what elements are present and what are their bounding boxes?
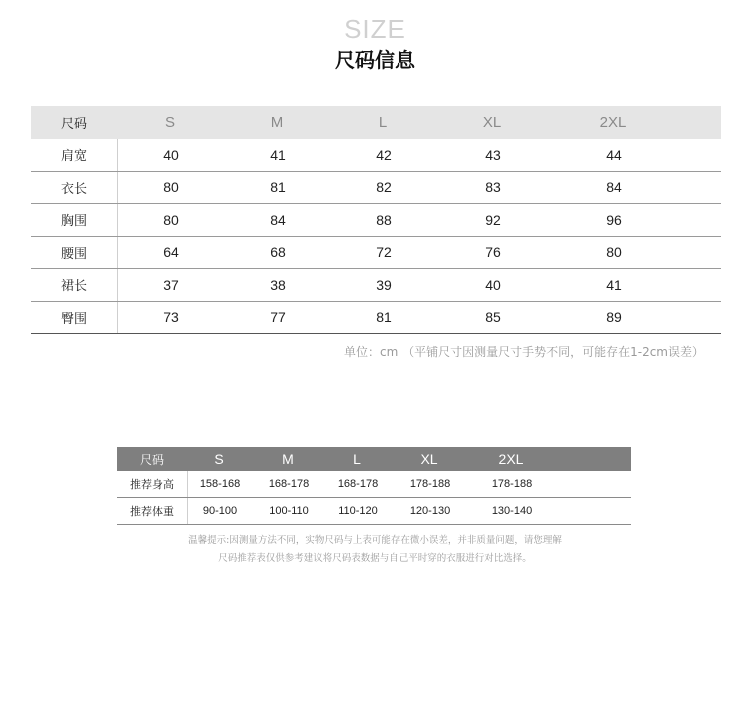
table-cell: 96 <box>606 211 622 228</box>
row-label: 胸围 <box>31 204 118 236</box>
table-cell: 43 <box>485 146 501 163</box>
header-cell: 尺码 <box>60 117 87 132</box>
row-label: 推荐体重 <box>117 498 188 524</box>
table-cell: 178-188 <box>409 478 451 490</box>
table-cell: 158-168 <box>199 478 241 490</box>
tip-line-1: 温馨提示:因测量方法不同，实物尺码与上表可能存在微小误差，并非质量问题，请您理解 <box>188 535 562 546</box>
table-cell: 82 <box>376 179 392 196</box>
table-cell: 84 <box>606 179 622 196</box>
table-cell: 38 <box>270 276 286 293</box>
table-cell: 40 <box>163 146 179 163</box>
table-row <box>31 139 721 172</box>
table-cell: 68 <box>270 244 286 261</box>
table-cell: 81 <box>270 179 286 196</box>
size-table <box>31 106 721 334</box>
table-cell: 120-130 <box>409 505 451 517</box>
header-cell: L <box>353 451 361 467</box>
table-cell: 85 <box>485 309 501 326</box>
table-cell: 37 <box>163 276 179 293</box>
size-table-header <box>31 106 721 139</box>
tip-line-2: 尺码推荐表仅供参考建议将尺码表数据与自己平时穿的衣服进行对比选择。 <box>218 553 532 564</box>
table-row <box>31 269 721 302</box>
table-cell: 84 <box>270 211 286 228</box>
row-label: 裙长 <box>31 269 118 301</box>
table-cell: 40 <box>485 276 501 293</box>
table-cell: 44 <box>606 146 622 163</box>
table-cell: 130-140 <box>491 505 533 517</box>
size-eyebrow: SIZE <box>344 14 406 44</box>
table-cell: 81 <box>376 309 392 326</box>
table-cell: 39 <box>376 276 392 293</box>
row-label: 肩宽 <box>31 139 118 171</box>
table-cell: 80 <box>163 211 179 228</box>
table-row <box>117 498 631 525</box>
header-cell: 尺码 <box>139 452 164 467</box>
table-row <box>31 204 721 237</box>
table-cell: 90-100 <box>202 505 238 517</box>
unit-note: 单位：cm （平铺尺寸因测量尺寸手势不同，可能存在1-2cm误差） <box>344 345 704 359</box>
table-cell: 168-178 <box>268 478 310 490</box>
table-cell: 77 <box>270 309 286 326</box>
table-cell: 42 <box>376 146 392 163</box>
header-cell: 2XL <box>498 451 524 467</box>
table-cell: 89 <box>606 309 622 326</box>
header-cell: M <box>270 114 284 131</box>
row-label: 衣长 <box>31 172 118 204</box>
table-cell: 178-188 <box>491 478 533 490</box>
table-cell: 73 <box>163 309 179 326</box>
header-cell: XL <box>420 451 438 467</box>
table-cell: 168-178 <box>337 478 379 490</box>
header-cell: XL <box>482 114 502 131</box>
table-cell: 110-120 <box>338 505 378 517</box>
table-cell: 83 <box>485 179 501 196</box>
header-cell: 2XL <box>599 114 627 131</box>
table-row <box>31 237 721 270</box>
header-cell: S <box>164 114 175 131</box>
table-cell: 80 <box>606 244 622 261</box>
table-cell: 80 <box>163 179 179 196</box>
table-cell: 72 <box>376 244 392 261</box>
row-label: 腰围 <box>31 237 118 269</box>
table-row <box>31 302 721 335</box>
header-cell: S <box>214 451 224 467</box>
table-cell: 41 <box>270 146 286 163</box>
table-cell: 76 <box>485 244 501 261</box>
table-cell: 41 <box>606 276 622 293</box>
row-label: 推荐身高 <box>117 471 188 497</box>
recommendation-table-header <box>117 447 631 471</box>
header-cell: M <box>282 451 294 467</box>
table-cell: 92 <box>485 211 501 228</box>
row-label: 臀围 <box>31 302 118 334</box>
table-row <box>117 471 631 498</box>
header-cell: L <box>378 114 388 131</box>
table-cell: 88 <box>376 211 392 228</box>
recommendation-table <box>117 447 631 525</box>
table-cell: 64 <box>163 244 179 261</box>
page-title: 尺码信息 <box>335 48 415 72</box>
table-row <box>31 172 721 205</box>
table-cell: 100-110 <box>269 505 309 517</box>
